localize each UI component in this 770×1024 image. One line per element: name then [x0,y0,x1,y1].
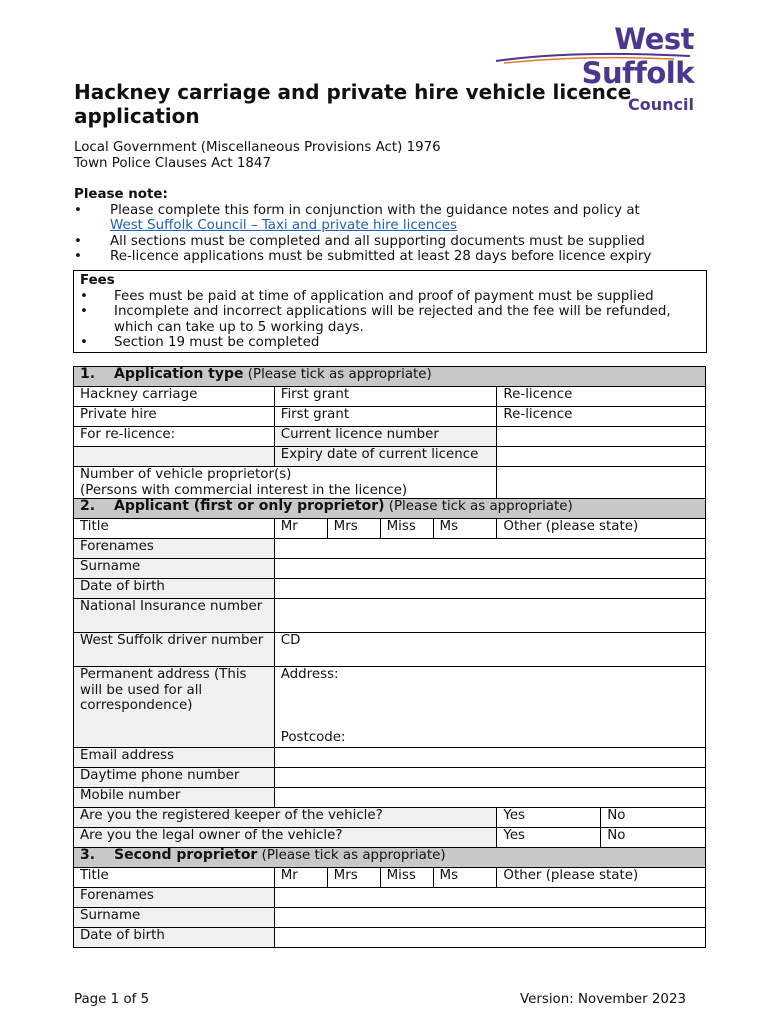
surname-input[interactable] [274,908,705,928]
section-hint: (Please tick as appropriate) [243,367,432,382]
section-number: 3. [80,847,96,863]
private-hire-label: Private hire [74,407,275,427]
note-text: Please complete this form in conjunction with the guidance notes and policy at [110,202,640,218]
email-input[interactable] [274,748,705,768]
act-line: Town Police Clauses Act 1847 [74,156,271,171]
title-miss-option[interactable]: Miss [380,519,433,539]
title-label: Title [74,519,275,539]
proprietors-input[interactable] [497,467,706,499]
logo-swoosh-icon [494,52,694,64]
act-line: Local Government (Miscellaneous Provisions Act) 1976 [74,140,441,155]
section-title: Application type [114,366,244,382]
title-miss-option[interactable]: Miss [380,868,433,888]
title-mrs-option[interactable]: Mrs [327,868,380,888]
dob-input[interactable] [274,928,705,948]
fees-item: • Fees must be paid at time of application and proof of payment must be supplied [80,289,700,305]
logo-main-text: West Suffolk [581,22,694,90]
current-licence-input[interactable] [497,427,706,447]
title-other-option[interactable]: Other (please state) [497,868,706,888]
keeper-yes-option[interactable]: Yes [497,808,601,828]
section-title: Applicant (first or only proprietor) [114,498,385,514]
section-1-header [74,367,706,387]
logo-sub-text: Council [628,95,694,114]
note-item [74,203,714,234]
title-ms-option[interactable]: Ms [433,519,497,539]
blank-cell [74,447,275,467]
page-title: Hackney carriage and private hire vehicle licence application [74,80,632,128]
daytime-phone-label: Daytime phone number [74,768,275,788]
surname-input[interactable] [274,559,705,579]
title-ms-option[interactable]: Ms [433,868,497,888]
forenames-input[interactable] [274,888,705,908]
registered-keeper-label: Are you the registered keeper of the vehicle? [74,808,497,828]
keeper-no-option[interactable]: No [601,808,706,828]
first-grant-option[interactable]: First grant [274,407,497,427]
legal-owner-label: Are you the legal owner of the vehicle? [74,828,497,848]
fees-item: • Incomplete and incorrect applications will be rejected and the fee will be refunded, which can take up to 5 working days. [80,304,700,335]
section-hint: (Please tick as appropriate) [257,848,446,863]
please-note [74,187,714,265]
address-prefix: Address: [280,667,339,682]
version-label: Version: November 2023 [519,992,686,1007]
ni-label: National Insurance number [74,599,275,633]
page-number: Page 1 of 5 [74,992,150,1007]
fees-title: Fees [80,273,115,288]
expiry-date-label: Expiry date of current licence [274,447,497,467]
section-3-header [74,848,706,868]
note-item: • Re-licence applications must be submitted at least 28 days before licence expiry [74,249,714,265]
title-other-option[interactable]: Other (please state) [497,519,706,539]
title-mr-option[interactable]: Mr [274,519,327,539]
dob-label: Date of birth [74,928,275,948]
title-mrs-option[interactable]: Mrs [327,519,380,539]
guidance-link[interactable]: West Suffolk Council – Taxi and private hire licences [110,218,457,233]
application-form-table [73,366,706,948]
dob-input[interactable] [274,579,705,599]
note-item: • All sections must be completed and all supporting documents must be supplied [74,234,714,250]
driver-number-label: West Suffolk driver number [74,633,275,667]
proprietors-label: Number of vehicle proprietor(s) (Persons with commercial interest in the licence) [74,467,497,499]
section-hint: (Please tick as appropriate) [384,499,573,514]
fees-item: • Section 19 must be completed [80,335,700,351]
ni-input[interactable] [274,599,705,633]
title-mr-option[interactable]: Mr [274,868,327,888]
relicence-option[interactable]: Re-licence [497,407,706,427]
surname-label: Surname [74,908,275,928]
owner-yes-option[interactable]: Yes [497,828,601,848]
mobile-input[interactable] [274,788,705,808]
fees-box [73,270,707,353]
relicence-option[interactable]: Re-licence [497,387,706,407]
section-title: Second proprietor [114,847,258,863]
forenames-input[interactable] [274,539,705,559]
postcode-prefix: Postcode: [280,729,346,745]
forenames-label: Forenames [74,888,275,908]
forenames-label: Forenames [74,539,275,559]
hackney-carriage-label: Hackney carriage [74,387,275,407]
surname-label: Surname [74,559,275,579]
title-label: Title [74,868,275,888]
for-relicence-label: For re-licence: [74,427,275,447]
address-input[interactable] [274,667,705,748]
owner-no-option[interactable]: No [601,828,706,848]
address-label: Permanent address (This will be used for all correspondence) [74,667,275,748]
section-number: 2. [80,498,96,514]
dob-label: Date of birth [74,579,275,599]
expiry-date-input[interactable] [497,447,706,467]
current-licence-label: Current licence number [274,427,497,447]
email-label: Email address [74,748,275,768]
daytime-phone-input[interactable] [274,768,705,788]
section-2-header [74,499,706,519]
note-title: Please note: [74,187,168,202]
mobile-label: Mobile number [74,788,275,808]
driver-number-input[interactable]: CD [274,633,705,667]
section-number: 1. [80,366,96,382]
acts-block [74,140,441,172]
first-grant-option[interactable]: First grant [274,387,497,407]
